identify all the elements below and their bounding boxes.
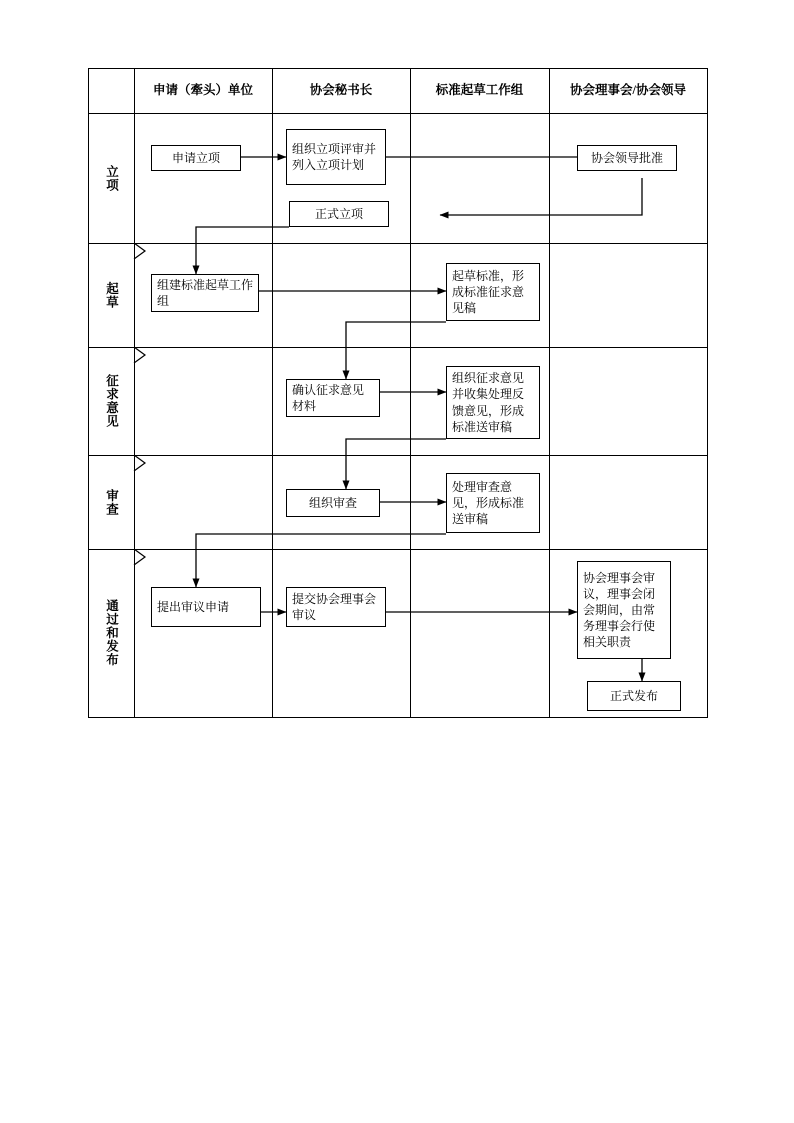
column-header-0: 申请（牽头）单位 [152, 83, 253, 98]
node-n10[interactable]: 处理审查意见，形成标准送审稿 [446, 473, 540, 533]
node-n2[interactable]: 组织立项评审并列入立项计划 [286, 129, 386, 185]
column-divider-3 [549, 69, 550, 717]
column-divider-stage [134, 69, 135, 717]
node-n1[interactable]: 申请立项 [151, 145, 241, 171]
row-divider-1 [89, 243, 707, 244]
row-divider-2 [89, 347, 707, 348]
header-divider [89, 113, 707, 114]
column-header-1: 协会秘书长 [309, 83, 373, 98]
node-n8[interactable]: 组织征求意见并收集处理反馈意见，形成标准送审稿 [446, 366, 540, 439]
node-n3[interactable]: 协会领导批准 [577, 145, 677, 171]
column-divider-1 [272, 69, 273, 717]
stage-label-2: 征求意见 [104, 374, 119, 428]
stage-label-3: 审查 [104, 488, 119, 516]
row-divider-3 [89, 455, 707, 456]
node-n5[interactable]: 组建标准起草工作组 [151, 274, 259, 312]
node-n6[interactable]: 起草标准，形成标准征求意见稿 [446, 263, 540, 321]
column-header-2: 标准起草工作组 [435, 83, 524, 98]
column-divider-2 [410, 69, 411, 717]
stage-label-0: 立项 [104, 164, 119, 192]
node-n13[interactable]: 协会理事会审议，理事会闭会期间，由常务理事会行使相关职责 [577, 561, 671, 659]
process-flow-diagram [88, 68, 708, 718]
node-n14[interactable]: 正式发布 [587, 681, 681, 711]
row-divider-4 [89, 549, 707, 550]
column-header-3: 协会理事会/协会领导 [570, 83, 686, 98]
node-n7[interactable]: 确认征求意见材料 [286, 379, 380, 417]
node-n4[interactable]: 正式立项 [289, 201, 389, 227]
node-n11[interactable]: 提出审议申请 [151, 587, 261, 627]
stage-label-1: 起草 [104, 281, 119, 309]
node-n9[interactable]: 组织审查 [286, 489, 380, 517]
stage-label-4: 通过和发布 [104, 599, 119, 667]
node-n12[interactable]: 提交协会理事会审议 [286, 587, 386, 627]
